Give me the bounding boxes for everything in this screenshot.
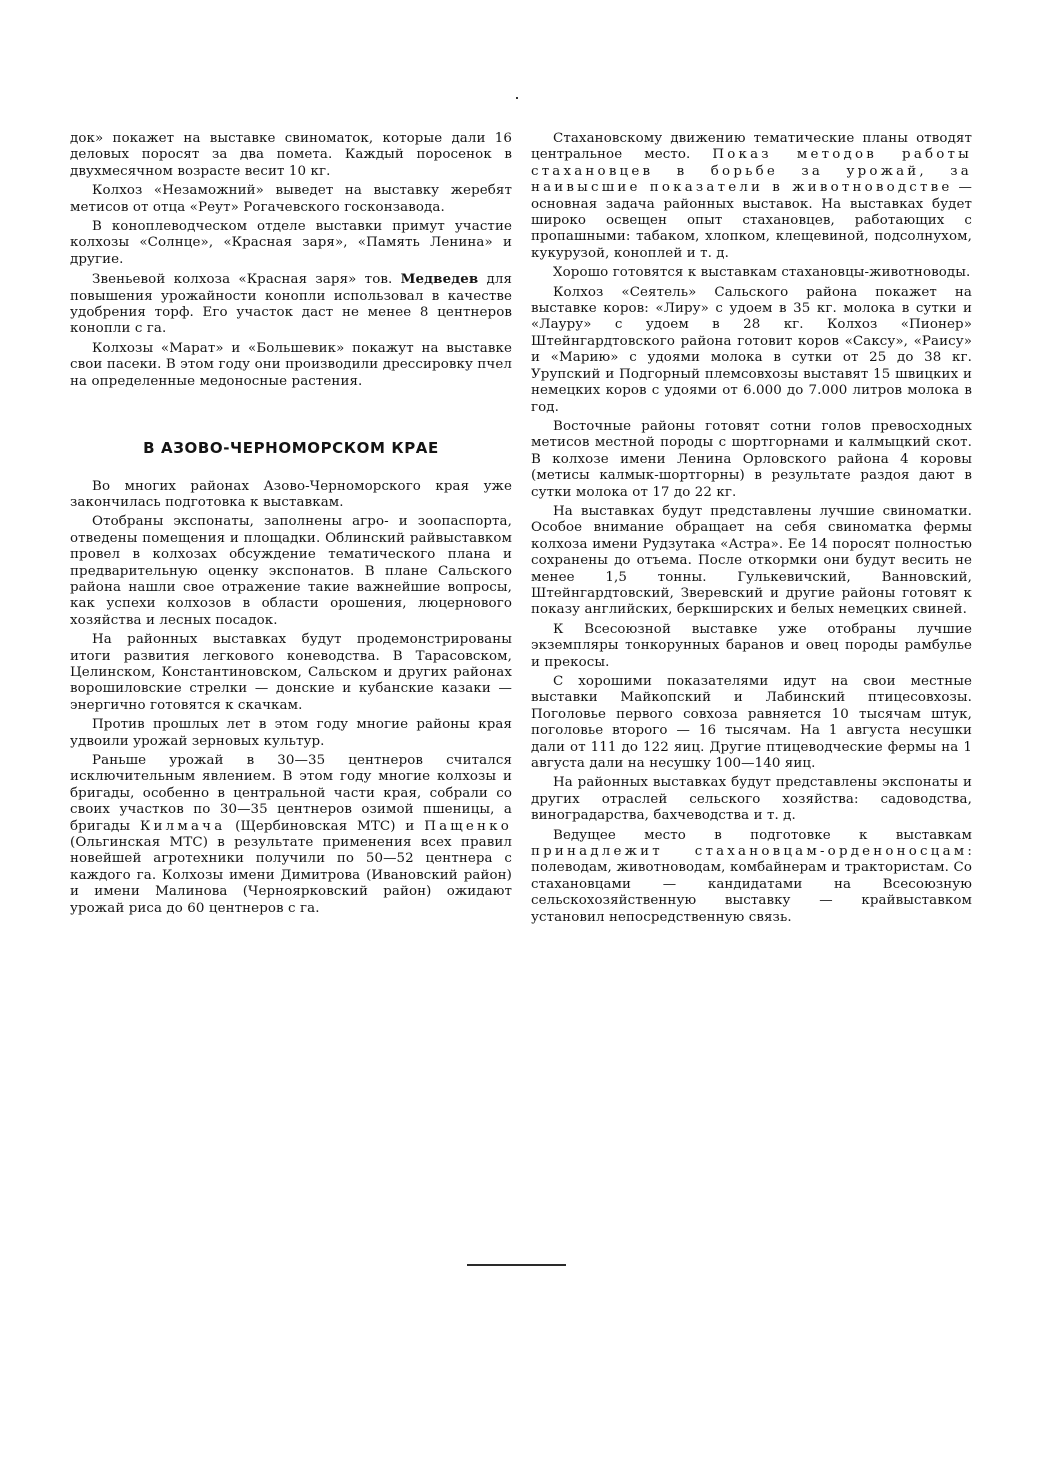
- section-heading: В АЗОВО-ЧЕРНОМОРСКОМ КРАЕ: [143, 439, 439, 458]
- paragraph: док» покажет на выставке свиноматок, которые дали 16 деловых поросят за два помета. Каждый поросенок в двухмесячном возрасте весит 10 кг.: [70, 131, 512, 179]
- emphasis-text: Показ методов работы стахановцев в борьбе за урожай, за наивысшие показатели в животноводстве: [531, 147, 972, 196]
- paragraph: В коноплеводческом отделе выставки примут участие колхозы «Солнце», «Красная заря», «Память Ленина» и другие.: [70, 219, 512, 267]
- paragraph: На районных выставках будут представлены экспонаты и других отраслей сельского хозяйства: садоводства, виноградарства, бахчеводства и т. д.: [531, 775, 972, 824]
- emphasis-text: принадлежит стахановцам-орденоносцам: [531, 844, 968, 860]
- paragraph-text: Ведущее место в подготовке к выставкам: [553, 827, 972, 843]
- paragraph: Колхоз «Незаможний» выведет на выставку жеребят метисов от отца «Реут» Рогачевского госконзавода.: [70, 183, 512, 215]
- person-name: Медведев: [400, 271, 479, 288]
- paragraph: Против прошлых лет в этом году многие районы края удвоили урожай зерновых культур.: [70, 717, 512, 749]
- paragraph: [531, 131, 972, 262]
- paragraph-text: — основная задача районных выставок. На выставках будет широко освещен опыт стахановцев, работающих с пропашными: табаком, хлопком, клещевиной, подсолнухом, кукурузой, коноплей и т. д.: [531, 180, 972, 261]
- paragraph: С хорошими показателями идут на свои местные выставки Майкопский и Лабинский птицесовхозы. Поголовье первого совхоза равняется 10 тысячам штук, поголовье второго — 16 тысячам. На 1 августа несушки дали от 111 до 122 яиц. Другие птицеводческие фермы на 1 августа дали на несушку 100—140 яиц.: [531, 674, 972, 772]
- paragraph: Хорошо готовятся к выставкам стахановцы-животноводы.: [553, 265, 971, 281]
- paragraph-text: (Щербиновская МТС) и: [225, 818, 425, 834]
- right-column: [531, 131, 972, 929]
- paragraph: На выставках будут представлены лучшие свиноматки. Особое внимание обращает на себя свиноматка фермы колхоза имени Рудзутака «Астра». Ее 14 поросят полностью сохранены до отъема. После откормки они будут весить не менее 1,5 тонны. Гулькевичский, Ванновский, Штейнгардтовский, Зверевский и другие районы готовят к показу английских, беркширских и белых немецких свиней.: [531, 503, 972, 618]
- paragraph-text: Раньше урожай в 30—35 центнеров считался исключительным явлением. В этом году многие колхозы и бригады, особенно в центральной части края, собрали со своих участков по 30—35 центнеров озимой пшеницы, а бригады: [70, 753, 512, 834]
- paragraph-text: (Ольгинская МТС) в результате применения всех правил новейшей агротехники получили по 50—52 центнера с каждого га. Колхозы имени Димитрова (Ивановский район) и имени Малинова (Черноярковский район) ожидают урожай риса до 60 центнеров с га.: [70, 835, 512, 916]
- paragraph: Во многих районах Азово-Черноморского края уже закончилась подготовка к выставкам.: [70, 478, 512, 510]
- paragraph: [531, 828, 972, 926]
- paragraph: [70, 271, 512, 338]
- paragraph: Колхоз «Сеятель» Сальского района покажет на выставке коров: «Лиру» с удоем в 35 кг. молока в сутки и «Лауру» с удоем в 28 кг. Колхоз «Пионер» Штейнгардтовского района готовит коров «Саксу», «Раису» и «Марию» с удоями молока в сутки от 25 до 38 кг. Урупский и Подгорный племсовхозы выставят 15 швицких и немецких коров с удоями от 6.000 до 7.000 литров молока в год.: [531, 284, 972, 415]
- paragraph: [70, 753, 512, 917]
- paragraph-text: : полеводам, животноводам, комбайнерам и трактористам. Со стахановцами — кандидатами на Всесоюзную сельскохозяйственную выставку — крайвыставком установил непосредственную связь.: [531, 844, 972, 925]
- person-name: Килмача: [139, 818, 226, 834]
- top-speck: [516, 97, 518, 99]
- person-name: Пащенко: [424, 818, 512, 834]
- paragraph-text: Стахановскому движению тематические планы отводят центральное место.: [531, 131, 972, 163]
- left-column: [70, 131, 512, 920]
- paragraph: Отобраны экспонаты, заполнены агро- и зоопаспорта, отведены помещения и площадки. Облинский райвыставком провел в колхозах обсуждение тематического плана и предварительную оценку экспонатов. В плане Сальского района нашли свое отражение такие важнейшие вопросы, как успехи колхозов в области орошения, люцернового хозяйства и лесных посадок.: [70, 514, 512, 628]
- paragraph-text: для повышения урожайности конопли использовал в качестве удобрения торф. Его участок даст не менее 8 центнеров конопли с га.: [70, 272, 513, 337]
- paragraph: К Всесоюзной выставке уже отобраны лучшие экземпляры тонкорунных баранов и овец породы рамбулье и прекосы.: [531, 621, 972, 670]
- paragraph: Восточные районы готовят сотни голов превосходных метисов местной породы с шортгорнами и калмыцкий скот. В колхозе имени Ленина Орловского района 4 коровы (метисы калмык-шортгорны) в результате раздоя дают в сутки молока от 17 до 22 кг.: [531, 418, 972, 500]
- paragraph: На районных выставках будут продемонстрированы итоги развития легкового коневодства. В Тарасовском, Целинском, Константиновском, Сальском и других районах ворошиловские стрелки — донские и кубанские казаки — энергично готовятся к скачкам.: [70, 632, 512, 713]
- paragraph-text: Звеньевой колхоза «Красная заря» тов.: [92, 272, 401, 288]
- closing-rule: [467, 1264, 566, 1266]
- paragraph: Колхозы «Марат» и «Большевик» покажут на выставке свои пасеки. В этом году они производили дрессировку пчел на определенные медоносные растения.: [70, 340, 512, 389]
